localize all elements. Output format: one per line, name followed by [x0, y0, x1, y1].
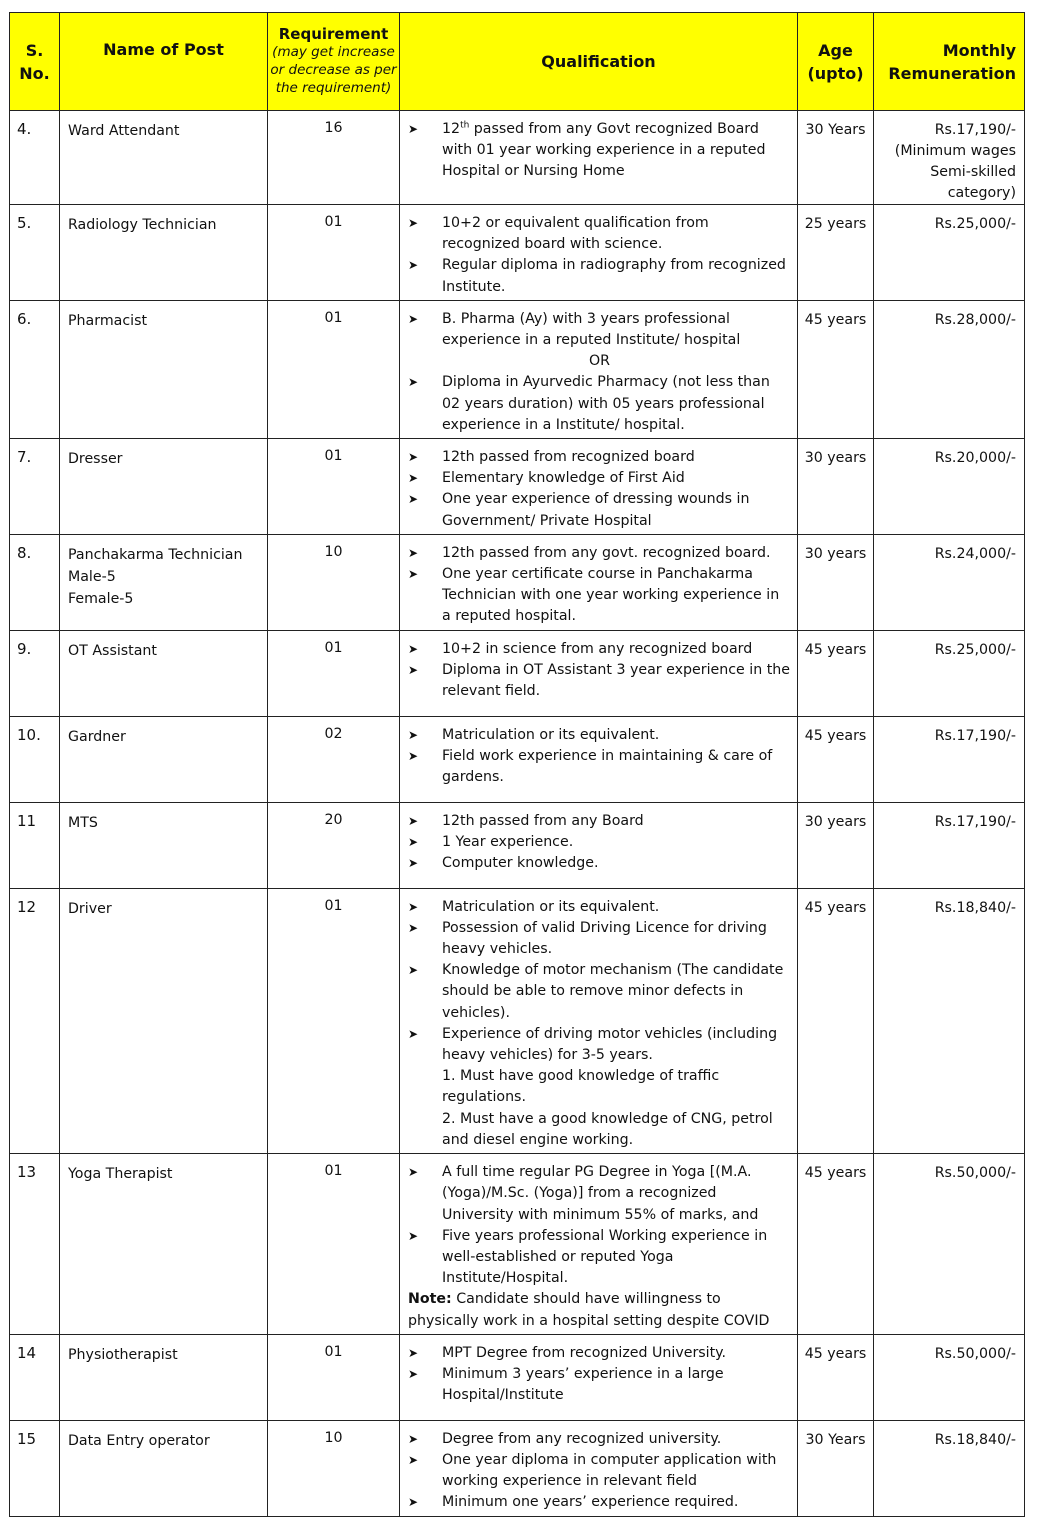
header-remuneration-line1: Monthly: [942, 40, 1016, 60]
header-requirement-title: Requirement: [278, 25, 389, 43]
header-remuneration-line2: Remuneration: [888, 63, 1016, 83]
table-row: [10, 205, 1025, 301]
qualification-bullet: ➤ B. Pharma (Ay) with 3 years professional experience in a reputed Institute/ hospital: [408, 309, 791, 351]
row-qualification: [400, 1420, 798, 1516]
row-requirement: 01: [268, 439, 400, 535]
arrow-bullet-icon: ➤: [408, 1165, 419, 1180]
arrow-bullet-icon: ➤: [408, 122, 419, 136]
arrow-bullet-icon: ➤: [408, 311, 419, 326]
row-sno: 12: [10, 888, 60, 1153]
note-label: Note:: [408, 1291, 452, 1308]
qualification-bullet: ➤ A full time regular PG Degree in Yoga [(M.A. (Yoga)/M.Sc. (Yoga)] from a recognized University with minimum 55% of marks, and: [408, 1162, 791, 1226]
table-row: [10, 1334, 1025, 1420]
row-remuneration: Rs.18,840/-: [874, 1420, 1025, 1516]
table-row: [10, 716, 1025, 802]
row-requirement: 20: [268, 802, 400, 888]
arrow-bullet-icon: ➤: [408, 662, 419, 677]
table-row: [10, 439, 1025, 535]
header-age-line1: Age: [818, 40, 853, 60]
table-row: [10, 111, 1025, 205]
row-requirement: 01: [268, 1154, 400, 1335]
row-remuneration: Rs.25,000/-: [874, 630, 1025, 716]
arrow-bullet-icon: ➤: [408, 748, 419, 763]
arrow-bullet-icon: ➤: [408, 1026, 419, 1041]
arrow-bullet-icon: ➤: [408, 856, 419, 871]
row-requirement: 16: [268, 111, 400, 205]
row-sno: 10.: [10, 716, 60, 802]
arrow-bullet-icon: ➤: [408, 1495, 419, 1510]
row-remuneration: Rs.17,190/-: [874, 716, 1025, 802]
header-sno-line2: No.: [19, 63, 50, 83]
row-post-name: Ward Attendant: [60, 111, 268, 205]
row-age: 45 years: [798, 888, 874, 1153]
qualification-bullet: ➤ MPT Degree from recognized University.: [408, 1343, 791, 1364]
arrow-bullet-icon: ➤: [408, 1345, 419, 1360]
row-qualification: [400, 888, 798, 1153]
post-name-line: Panchakarma Technician: [68, 546, 243, 563]
table-row: [10, 1154, 1025, 1335]
row-qualification: [400, 205, 798, 301]
qualification-bullet: ➤ Minimum one years’ experience required.: [408, 1492, 791, 1513]
header-qualification: Qualification: [400, 13, 798, 111]
q-text-pre: 12: [442, 121, 461, 137]
header-age-line2: (upto): [807, 63, 864, 83]
row-post-name: MTS: [60, 802, 268, 888]
sub-point: 1. Must have good knowledge of traffic regulations.: [442, 1068, 720, 1106]
qualification-bullet: ➤ Field work experience in maintaining & care of gardens.: [408, 746, 791, 788]
table-row: [10, 1420, 1025, 1516]
arrow-bullet-icon: ➤: [408, 375, 419, 390]
row-requirement: 01: [268, 1334, 400, 1420]
qualification-bullet: ➤ 12th passed from recognized board: [408, 447, 791, 468]
row-post-name: Yoga Therapist: [60, 1154, 268, 1335]
qualification-bullet: ➤ 12th passed from any Board: [408, 811, 791, 832]
row-post-name: Data Entry operator: [60, 1420, 268, 1516]
row-requirement: 10: [268, 1420, 400, 1516]
row-post-name: Dresser: [60, 439, 268, 535]
row-age: 30 Years: [798, 1420, 874, 1516]
row-sno: 8.: [10, 534, 60, 630]
post-name-female: Female-5: [68, 590, 134, 607]
table-row: [10, 534, 1025, 630]
row-remuneration: Rs.50,000/-: [874, 1154, 1025, 1335]
arrow-bullet-icon: ➤: [408, 471, 419, 486]
row-qualification: [400, 802, 798, 888]
arrow-bullet-icon: ➤: [408, 258, 419, 273]
row-age: 30 years: [798, 802, 874, 888]
arrow-bullet-icon: ➤: [408, 834, 419, 849]
row-requirement: 01: [268, 205, 400, 301]
note: [408, 1289, 791, 1331]
qualification-bullet: ➤ Matriculation or its equivalent.: [408, 725, 791, 746]
qualification-bullet: ➤ One year certificate course in Panchakarma Technician with one year working experience in a reputed hospital.: [408, 564, 791, 628]
row-remuneration: Rs.17,190/- (Minimum wages Semi-skilled category): [874, 111, 1025, 205]
sub-point: 2. Must have a good knowledge of CNG, petrol and diesel engine working.: [442, 1110, 773, 1148]
row-sno: 9.: [10, 630, 60, 716]
row-age: 45 years: [798, 716, 874, 802]
row-qualification: [400, 534, 798, 630]
row-qualification: [400, 1334, 798, 1420]
arrow-bullet-icon: ➤: [408, 492, 419, 507]
table-row: [10, 630, 1025, 716]
arrow-bullet-icon: ➤: [408, 450, 419, 465]
qualification-bullet: ➤ Regular diploma in radiography from recognized Institute.: [408, 255, 791, 297]
row-remuneration: Rs.20,000/-: [874, 439, 1025, 535]
header-remuneration: [874, 13, 1025, 111]
header-requirement-note: (may get increase or decrease as per the requirement): [270, 44, 397, 96]
row-post-name: Radiology Technician: [60, 205, 268, 301]
arrow-bullet-icon: ➤: [408, 216, 419, 230]
row-age: 30 Years: [798, 111, 874, 205]
row-post-name: Gardner: [60, 716, 268, 802]
arrow-bullet-icon: ➤: [408, 1366, 419, 1381]
arrow-bullet-icon: ➤: [408, 963, 419, 978]
row-age: 45 years: [798, 1154, 874, 1335]
row-remuneration: Rs.17,190/-: [874, 802, 1025, 888]
qualification-bullet: ➤ One year diploma in computer application with working experience in relevant field: [408, 1450, 791, 1492]
qualification-bullet: ➤ 10+2 or equivalent qualification from recognized board with science.: [408, 213, 791, 255]
table-row: [10, 300, 1025, 438]
qualification-bullet: ➤ Possession of valid Driving Licence for driving heavy vehicles.: [408, 918, 791, 960]
header-sno-line1: S.: [25, 40, 44, 60]
header-requirement: [268, 13, 400, 111]
row-sno: 7.: [10, 439, 60, 535]
qualification-bullet: ➤ Diploma in OT Assistant 3 year experience in the relevant field.: [408, 660, 791, 702]
table-row: [10, 802, 1025, 888]
qualification-bullet: ➤ Degree from any recognized university.: [408, 1429, 791, 1450]
arrow-bullet-icon: ➤: [408, 1431, 419, 1446]
qualification-bullet: ➤ Matriculation or its equivalent.: [408, 897, 791, 918]
row-sno: 13: [10, 1154, 60, 1335]
qualification-bullet: [408, 119, 791, 183]
row-sno: 14: [10, 1334, 60, 1420]
row-sno: 15: [10, 1420, 60, 1516]
qualification-bullet: ➤ Knowledge of motor mechanism (The candidate should be able to remove minor defects in vehicles).: [408, 960, 791, 1024]
row-qualification: [400, 630, 798, 716]
arrow-bullet-icon: ➤: [408, 899, 419, 914]
row-age: 45 years: [798, 1334, 874, 1420]
row-sno: 5.: [10, 205, 60, 301]
row-age: 45 years: [798, 630, 874, 716]
row-remuneration: Rs.25,000/-: [874, 205, 1025, 301]
arrow-bullet-icon: ➤: [408, 1228, 419, 1243]
row-post-name: Driver: [60, 888, 268, 1153]
arrow-bullet-icon: ➤: [408, 920, 419, 935]
q-superscript: th: [460, 120, 470, 131]
row-qualification: [400, 111, 798, 205]
header-sno: [10, 13, 60, 111]
row-requirement: 02: [268, 716, 400, 802]
row-requirement: 01: [268, 888, 400, 1153]
arrow-bullet-icon: ➤: [408, 641, 419, 656]
qualification-bullet: ➤ 1 Year experience.: [408, 832, 791, 853]
qualification-bullet: ➤ Five years professional Working experience in well-established or reputed Yoga Institute/Hospital.: [408, 1226, 791, 1290]
qualification-bullet: ➤ Diploma in Ayurvedic Pharmacy (not less than 02 years duration) with 05 years professional experience in a Institute/ hospital.: [408, 372, 791, 436]
header-age: [798, 13, 874, 111]
row-sno: 11: [10, 802, 60, 888]
note-text: Candidate should have willingness to physically work in a hospital setting despite COVID: [408, 1291, 770, 1329]
row-sno: 6.: [10, 300, 60, 438]
row-remuneration: Rs.50,000/-: [874, 1334, 1025, 1420]
or-separator: OR: [588, 353, 611, 370]
arrow-bullet-icon: ➤: [408, 727, 419, 742]
post-name-male: Male-5: [68, 568, 116, 585]
row-requirement: 01: [268, 300, 400, 438]
arrow-bullet-icon: ➤: [408, 813, 419, 828]
row-post-name: OT Assistant: [60, 630, 268, 716]
row-sno: 4.: [10, 111, 60, 205]
row-age: 30 years: [798, 439, 874, 535]
qualification-bullet: ➤ 12th passed from any govt. recognized board.: [408, 543, 791, 564]
row-post-name: [60, 534, 268, 630]
row-remuneration: Rs.18,840/-: [874, 888, 1025, 1153]
q-text-post: passed from any Govt recognized Board with 01 year working experience in a reputed Hospital or Nursing Home: [442, 121, 766, 180]
qualification-bullet: ➤ Minimum 3 years’ experience in a large Hospital/Institute: [408, 1364, 791, 1406]
arrow-bullet-icon: ➤: [408, 567, 419, 582]
row-qualification: [400, 439, 798, 535]
row-post-name: Pharmacist: [60, 300, 268, 438]
qualification-bullet: ➤ Elementary knowledge of First Aid: [408, 468, 791, 489]
row-age: 25 years: [798, 205, 874, 301]
qualification-bullet: ➤ Experience of driving motor vehicles (including heavy vehicles) for 3-5 years.: [408, 1024, 791, 1066]
row-qualification: [400, 716, 798, 802]
qualification-bullet: ➤ Computer knowledge.: [408, 853, 791, 874]
row-remuneration: Rs.28,000/-: [874, 300, 1025, 438]
arrow-bullet-icon: ➤: [408, 545, 419, 560]
qualification-bullet: ➤ 10+2 in science from any recognized board: [408, 639, 791, 660]
row-age: 45 years: [798, 300, 874, 438]
row-remuneration: Rs.24,000/-: [874, 534, 1025, 630]
recruitment-table-container: [9, 12, 1024, 1517]
row-qualification: [400, 300, 798, 438]
row-requirement: 01: [268, 630, 400, 716]
arrow-bullet-icon: ➤: [408, 1452, 419, 1467]
row-qualification: [400, 1154, 798, 1335]
row-age: 30 years: [798, 534, 874, 630]
qualification-bullet: ➤ One year experience of dressing wounds in Government/ Private Hospital: [408, 489, 791, 531]
table-row: [10, 888, 1025, 1153]
recruitment-table: [9, 12, 1025, 1517]
header-row: [10, 13, 1025, 111]
row-post-name: Physiotherapist: [60, 1334, 268, 1420]
header-name-of-post: Name of Post: [60, 13, 268, 111]
row-requirement: 10: [268, 534, 400, 630]
